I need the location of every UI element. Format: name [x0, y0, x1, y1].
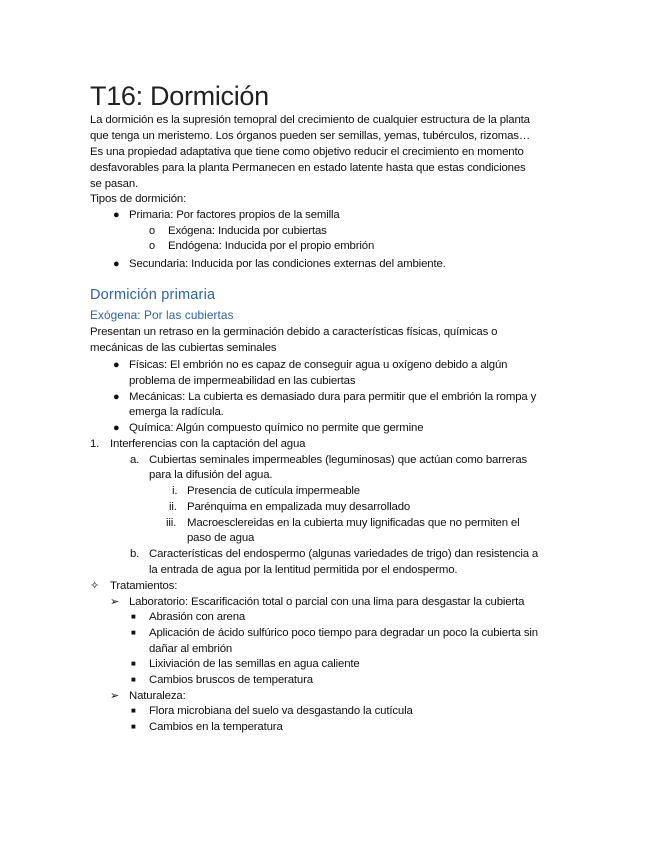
numbered-marker: 1.	[90, 438, 100, 450]
bullet-fisicas-line: Físicas: El embrión no es capaz de conseguir agua u oxígeno debido a algún	[129, 359, 508, 371]
type-secundaria: Secundaria: Inducida por las condiciones externas del ambiente.	[129, 258, 446, 270]
letter-item-line: Cubiertas seminales impermeables (leguminosas) que actúan como barreras	[149, 454, 528, 466]
roman-item-line: paso de agua	[187, 532, 255, 544]
roman-marker: ii.	[169, 501, 177, 513]
letter-item-line: Características del endospermo (algunas variedades de trigo) dan resistencia a	[149, 548, 539, 560]
intro-line: Es una propiedad adaptativa que tiene como objetivo reducir el crecimiento en momento	[90, 146, 524, 158]
square-bullet-icon: ■	[131, 722, 136, 731]
four-point-star-icon: ✧	[90, 580, 100, 592]
bullet-quimica-line: Química: Algún compuesto químico no permite que germine	[129, 422, 424, 434]
square-bullet-icon: ■	[131, 659, 136, 668]
bullet-circle-icon: o	[149, 225, 156, 237]
lab-item-line: Abrasión con arena	[149, 611, 246, 623]
arrowhead-bullet-icon: ➢	[110, 690, 120, 702]
section-subheading: Exógena: Por las cubiertas	[90, 308, 234, 322]
square-bullet-icon: ■	[131, 612, 136, 621]
bullet-dot-icon: ●	[113, 359, 120, 371]
laboratorio-item: Laboratorio: Escarificación total o parcial con una lima para desgastar la cubierta	[129, 596, 525, 608]
roman-marker: iii.	[166, 517, 177, 529]
type-primaria: Primaria: Por factores propios de la semilla	[129, 209, 340, 221]
bullet-dot-icon: ●	[113, 258, 120, 270]
arrowhead-bullet-icon: ➢	[110, 596, 120, 608]
type-endogena: Endógena: Inducida por el propio embrión	[168, 240, 375, 252]
bullet-circle-icon: o	[149, 240, 156, 252]
lab-item-line: Lixiviación de las semillas en agua caliente	[149, 658, 360, 670]
bullet-fisicas-line: problema de impermeabilidad en las cubiertas	[129, 375, 356, 387]
nat-item-line: Cambios en la temperatura	[149, 721, 283, 733]
intro-line: La dormición es la supresión temopral del crecimiento de cualquier estructura de la planta	[90, 114, 530, 126]
square-bullet-icon: ■	[131, 675, 136, 684]
letter-item-line: la entrada de agua por la lentitud permitida por el endospermo.	[149, 564, 458, 576]
numbered-item: Interferencias con la captación del agua	[110, 438, 306, 450]
page-title: T16: Dormición	[90, 81, 269, 111]
letter-marker: a.	[130, 454, 140, 466]
nat-item-line: Flora microbiana del suelo va desgastando la cutícula	[149, 705, 413, 717]
square-bullet-icon: ■	[131, 628, 136, 637]
bullet-mecanicas-line: emerga la radícula.	[129, 406, 224, 418]
bullet-dot-icon: ●	[113, 209, 120, 221]
intro-line: desfavorables para la planta Permanecen en estado latente hasta que estas condiciones	[90, 162, 526, 174]
section-intro-line: Presentan un retraso en la germinación debido a características físicas, químicas o	[90, 326, 498, 338]
lab-item-line: dañar al embrión	[149, 643, 233, 655]
roman-item-line: Presencia de cutícula impermeable	[187, 485, 360, 497]
naturaleza-item: Naturaleza:	[129, 690, 186, 702]
lab-item-line: Cambios bruscos de temperatura	[149, 674, 313, 686]
bullet-mecanicas-line: Mecánicas: La cubierta es demasiado dura para permitir que el embrión la rompa y	[129, 391, 537, 403]
section-heading: Dormición primaria	[90, 287, 216, 303]
letter-marker: b.	[130, 548, 140, 560]
tratamientos-heading: Tratamientos:	[110, 580, 178, 592]
square-bullet-icon: ■	[131, 706, 136, 715]
roman-marker: i.	[172, 485, 178, 497]
roman-item-line: Parénquima en empalizada muy desarrollado	[187, 501, 411, 513]
intro-line: se pasan.	[90, 178, 139, 190]
bullet-dot-icon: ●	[113, 391, 120, 403]
letter-item-line: para la difusión del agua.	[149, 469, 273, 481]
type-exogena: Exógena: Inducida por cubiertas	[168, 225, 327, 237]
intro-line: que tenga un meristemo. Los órganos pueden ser semillas, yemas, tubérculos, rizomas…	[90, 130, 531, 142]
types-heading: Tipos de dormición:	[90, 193, 187, 205]
section-intro-line: mecánicas de las cubiertas seminales	[90, 342, 277, 354]
roman-item-line: Macroesclereidas en la cubierta muy lignificadas que no permiten el	[187, 517, 520, 529]
bullet-dot-icon: ●	[113, 422, 120, 434]
lab-item-line: Aplicación de ácido sulfúrico poco tiempo para degradar un poco la cubierta sin	[149, 627, 538, 639]
